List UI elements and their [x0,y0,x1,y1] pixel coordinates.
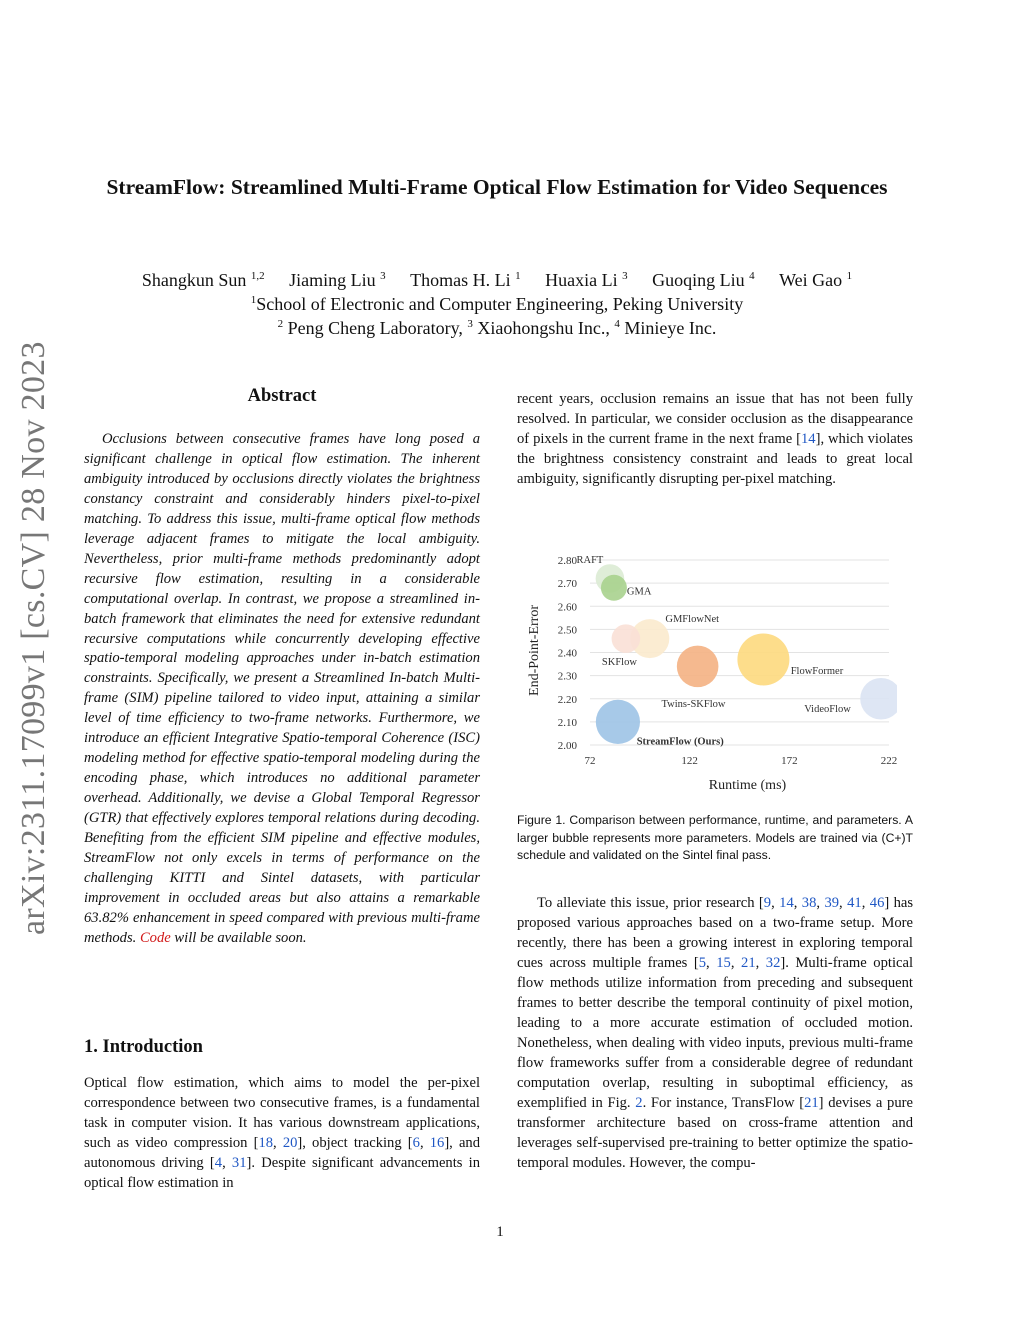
figure-1-bubble-chart [517,540,897,795]
chart-y-tick-label: 2.50 [557,624,577,637]
ref-link[interactable]: 14 [800,431,816,447]
ref-link[interactable]: 39 [824,895,840,911]
chart-bubble-label: GMA [626,586,652,598]
ref-link[interactable]: 32 [765,955,781,971]
arxiv-identifier: arXiv:2311.17099v1 [cs.CV] 28 Nov 2023 [15,341,52,935]
author-4: Huaxia Li $^3$ [545,270,628,290]
ref-link[interactable]: 18 [258,1135,274,1151]
ref-link[interactable]: 20 [282,1135,298,1151]
chart-y-tick-label: 2.80 [557,555,577,567]
author-list [90,268,904,292]
affiliation-line-2: $^2$ Peng Cheng Laboratory, $^3$ Xiaohongshu Inc., $^4$ Minieye Inc. [277,318,717,338]
chart-x-ticks [585,755,898,767]
chart-bubble [612,624,641,653]
chart-y-tick-label: 2.10 [557,716,577,729]
chart-bubble-label: FlowFormer [790,665,844,677]
ref-link[interactable]: 6 [412,1135,420,1151]
chart-bubble [596,700,640,744]
ref-link[interactable]: 5 [698,955,707,971]
page-number: 1 [496,1224,504,1240]
affiliation-line-1: $^1$School of Electronic and Computer Engineering, Peking University [250,294,744,314]
ref-link[interactable]: 4 [214,1155,223,1171]
chart-x-tick-label: 72 [584,755,596,767]
chart-bubble-label: StreamFlow (Ours) [636,736,724,748]
chart-bubble [737,633,789,685]
chart-y-tick-label: 2.30 [557,670,577,683]
author-1: Shangkun Sun $^{1,2}$ [141,270,265,290]
ref-link[interactable]: 31 [231,1155,247,1171]
ref-link[interactable]: 15 [716,955,731,971]
section-heading-introduction: 1. Introduction [84,1037,203,1057]
chart-y-ticks [558,555,578,752]
author-6: Wei Gao $^1$ [779,270,853,290]
right-column-top-paragraph: recent years, occlusion remains an issue that has not been fully resolved. In particular, we consider occlusion as the disappearance of pixels in the current frame in the next frame [14], which violates the brightness consistency constraint and leads to great local ambiguity, significantly disrupting per-pixel matching. [517,391,913,487]
chart-x-tick-label: 122 [681,755,698,767]
intro-paragraph: Optical flow estimation, which aims to model the per-pixel correspondence between two consecutive frames, is a fundamental task in computer vision. It has various downstream applications, such as video compression [18, 20], object tracking [6, 16], and autonomous driving [4, 31]. Despite significant advancements in optical flow estimation in [84,1075,481,1191]
chart-x-tick-label: 172 [781,755,798,767]
abstract-heading: Abstract [247,386,317,406]
chart-bubble [860,678,897,720]
code-link[interactable]: Code [139,929,171,946]
author-5: Guoqing Liu $^4$ [652,270,755,290]
figure-1-caption: Figure 1. Comparison between performance, runtime, and parameters. A larger bubble represents more parameters. Models are trained via (C+)T schedule and validated on the Sintel final pass. [517,813,913,862]
ref-link[interactable]: 21 [804,1095,819,1111]
author-3: Thomas H. Li $^1$ [410,270,521,290]
chart-bubble-label: VideoFlow [804,704,851,716]
ref-link[interactable]: 46 [869,895,885,911]
paper-title: StreamFlow: Streamlined Multi-Frame Optical Flow Estimation for Video Sequences [106,175,888,199]
chart-y-tick-label: 2.60 [557,601,577,614]
chart-bubble [677,646,719,688]
ref-link[interactable]: 38 [801,895,817,911]
ref-link[interactable]: 9 [763,895,772,911]
ref-link[interactable]: 14 [779,895,794,911]
figure-link[interactable]: 2 [635,1095,643,1111]
chart-bubble-label: GMFlowNet [665,614,720,626]
chart-bubble [601,575,627,601]
ref-link[interactable]: 21 [741,955,756,971]
right-column-bottom-paragraph: To alleviate this issue, prior research [9, 14, 38, 39, 41, 46] has proposed various approaches based on a two-frame setup. More recently, there has been a growing interest in exploring temporal cues across multiple frames [5, 15, 21, 32]. Multi-frame optical flow methods utilize information from preceding and subsequent frames to better describe the temporal continuity of pixel motion, leading to a more accurate estimation of occluded motion. Nonetheless, when dealing with video inputs, previous multi-frame flow frameworks suffer from a considerable degree of redundant computation overlap, resulting in suboptimal efficiency, as exemplified in Fig. 2. For instance, TransFlow [21] devises a pure transformer architecture based on cross-frame attention and leverages self-supervised pre-training to better optimize the spatio-temporal modules. However, the compu- [517,895,914,1171]
chart-y-tick-label: 2.20 [557,693,577,706]
chart-y-tick-label: 2.70 [557,578,577,591]
chart-bubble-label: SKFlow [601,656,637,668]
ref-link[interactable]: 16 [429,1135,445,1151]
chart-x-tick-label: 222 [880,755,897,767]
chart-bubble-label: RAFT [576,555,604,567]
ref-link[interactable]: 41 [847,895,862,911]
chart-bubble-label: Twins-SKFlow [661,698,726,710]
chart-y-axis-label: End-Point-Error [527,605,542,696]
author-2: Jiaming Liu $^3$ [289,270,386,290]
chart-y-tick-label: 2.00 [557,740,577,752]
chart-y-tick-label: 2.40 [557,647,577,660]
chart-x-axis-label: Runtime (ms) [708,778,787,793]
abstract-text: Occlusions between consecutive frames have long posed a significant challenge in optical flow estimation. The inherent ambiguity introduced by occlusions directly violates the brightness constancy constraint and considerably hinders pixel-to-pixel matching. To address this issue, multi-frame optical flow methods leverage adjacent frames to mitigate the local ambiguity. Nevertheless, prior multi-frame methods predominantly adopt recursive flow estimation, resulting in a considerable computational overlap. In contrast, we propose a streamlined in-batch framework that eliminates the need for extensive redundant recursive computations while concurrently developing effective spatio-temporal modeling approaches under in-batch estimation constraints. Specifically, we present a Streamlined In-batch Multi-frame (SIM) pipeline tailored to video input, attaining a similar level of time efficiency to two-frame networks. Furthermore, we introduce an efficient Integrative Spatio-temporal Coherence (ISC) modeling method for effective spatio-temporal modeling during the encoding phase, which introduces no additional parameter overhead. Additionally, we devise a Global Temporal Regressor (GTR) that effectively explores temporal relations during decoding. Benefiting from the efficient SIM pipeline and effective modules, StreamFlow not only excels in terms of performance on the challenging KITTI and Sintel datasets, with particular improvement in occluded areas but also attains a remarkable 63.82% enhancement in speed compared with previous multi-frame methods. Code will be available soon. [84,431,480,946]
